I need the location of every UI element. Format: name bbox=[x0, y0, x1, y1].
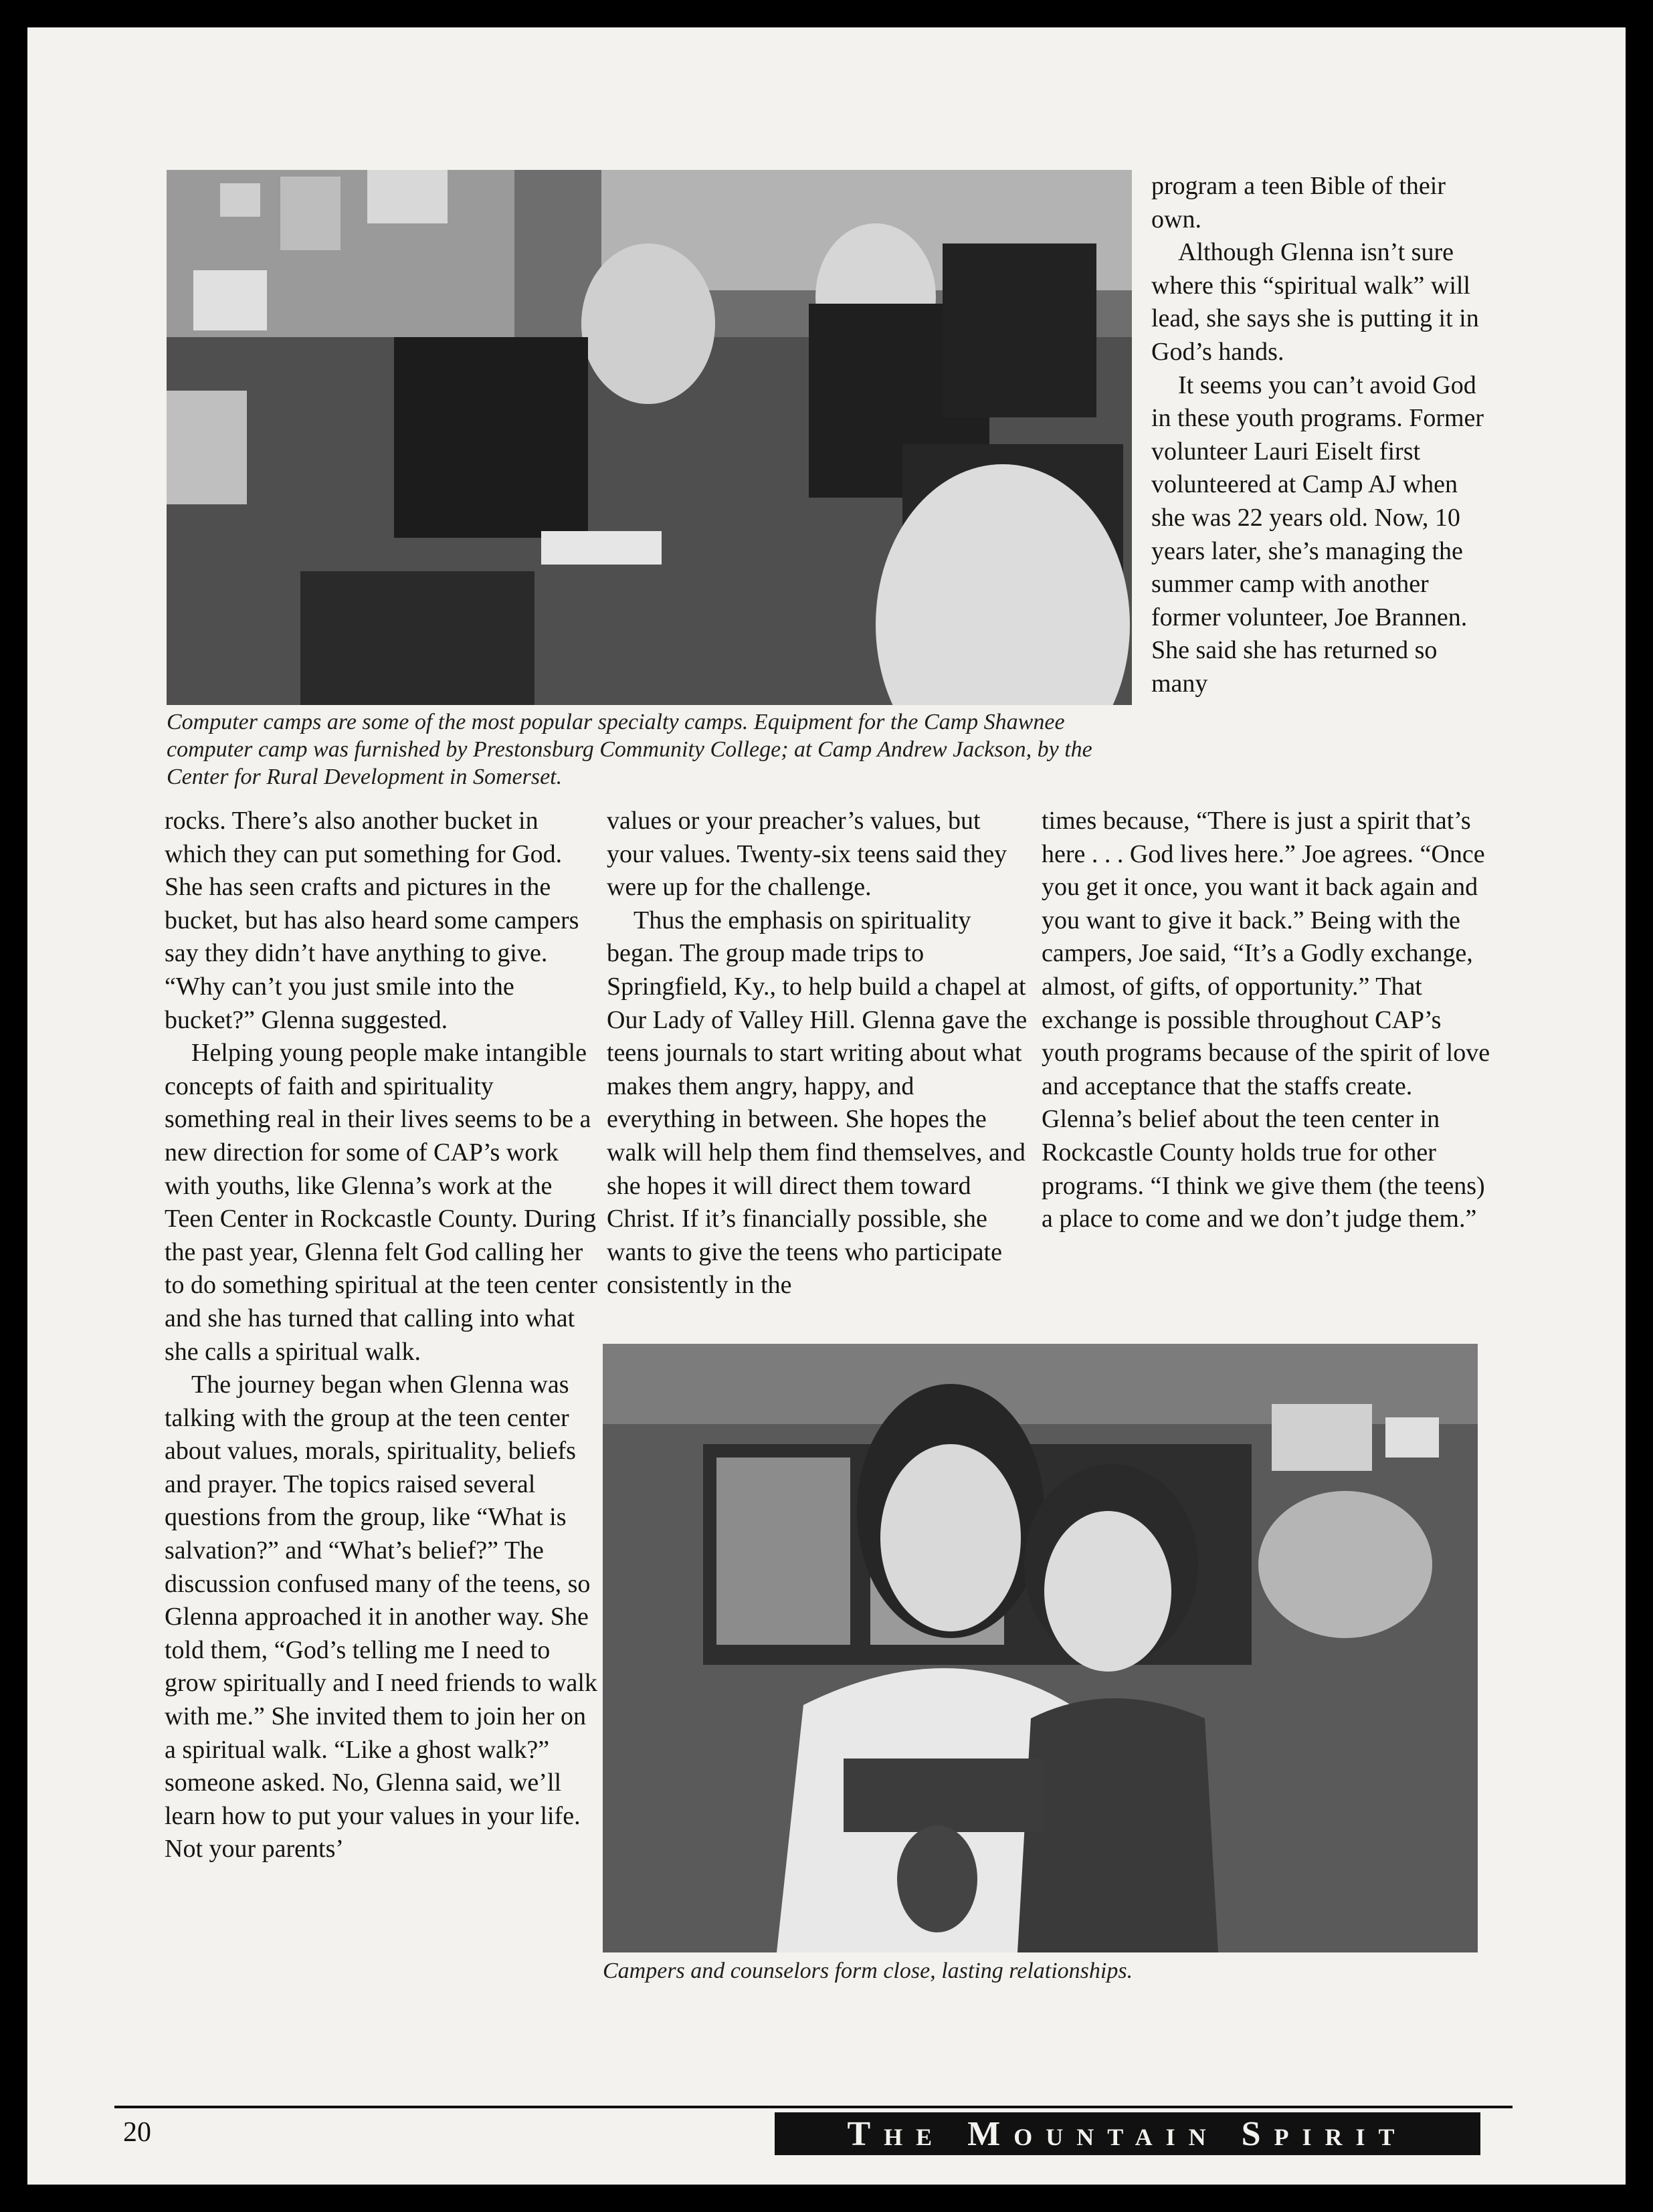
computer-camp-photo bbox=[167, 170, 1132, 705]
paragraph: The journey began when Glenna was talking with the group at the teen center about values, morals, spirituality, beliefs and prayer. The topics raised several questions from the group, like “What is salvation?” and “What’s belief?” The discussion confused many of the teens, so Glenna approached it in another way. She told them, “God’s telling me I need to grow spiritually and I need friends to walk with me.” She invited them to join her on a spiritual walk. “Like a ghost walk?” someone asked. No, Glenna said, we’ll learn how to put your values in your life. Not your parents’ bbox=[165, 1371, 597, 1864]
publication-masthead: The Mountain Spirit bbox=[775, 2112, 1480, 2155]
campers-caption: Campers and counselors form close, lasting relationships. bbox=[603, 1958, 1133, 1983]
campers-photo-graphic bbox=[603, 1344, 1478, 1952]
paragraph: Helping young people make intangible concepts of faith and spirituality something real in their lives seems to be a new direction for some of CAP’s work with youths, like Glenna’s work at the Teen Center in Rockcastle County. During the past year, Glenna felt God calling her to do something spiritual at the teen center and she has turned that calling into what she calls a spiritual walk. bbox=[165, 1039, 597, 1366]
footer-rule bbox=[114, 2106, 1513, 2108]
paragraph: values or your preacher’s values, but your values. Twenty-six teens said they were up for the challenge. bbox=[607, 807, 1007, 902]
article-column-right-bottom bbox=[1042, 805, 1496, 1236]
paragraph: Although Glenna isn’t sure where this “spiritual walk” will lead, she says she is putting it in God’s hands. bbox=[1151, 238, 1479, 366]
computer-camp-caption: Computer camps are some of the most popular specialty camps. Equipment for the Camp Shawnee computer camp was furnished by Prestonsburg Community College; at Camp Andrew Jackson, by the Center for Rural Development in Somerset. bbox=[167, 710, 1092, 789]
article-column-left bbox=[165, 805, 599, 1866]
campers-photo bbox=[603, 1344, 1478, 1952]
page-number: 20 bbox=[123, 2117, 151, 2148]
paragraph: times because, “There is just a spirit that’s here . . . God lives here.” Joe agrees. “Once you get it once, you want it back again and you want to give it back.” Being with the campers, Joe said, “It’s a Godly exchange, almost, of gifts, of opportunity.” That exchange is possible throughout CAP’s youth programs because of the spirit of love and acceptance that the staffs create. Glenna’s belief about the teen center in Rockcastle County holds true for other programs. “I think we give them (the teens) a place to come and we don’t judge them.” bbox=[1042, 807, 1490, 1233]
article-column-right-top bbox=[1151, 170, 1486, 701]
paragraph: It seems you can’t avoid God in these youth programs. Former volunteer Lauri Eiselt first volunteered at Camp AJ when she was 22 years old. Now, 10 years later, she’s managing the summer camp with another former volunteer, Joe Brannen. She said she has returned so many bbox=[1151, 371, 1484, 698]
paragraph: rocks. There’s also another bucket in which they can put something for God. She has seen crafts and pictures in the bucket, but has also heard some campers say they didn’t have anything to give. “Why can’t you just smile into the bucket?” Glenna suggested. bbox=[165, 807, 579, 1034]
paragraph: Thus the emphasis on spirituality began. The group made trips to Springfield, Ky., to help build a chapel at Our Lady of Valley Hill. Glenna gave the teens journals to start writing about what makes them angry, happy, and everything in between. She hopes the walk will help them find themselves, and she hopes it will direct them toward Christ. If it’s financially possible, she wants to give the teens who participate consistently in the bbox=[607, 906, 1028, 1300]
article-column-middle bbox=[607, 805, 1028, 1302]
paragraph: program a teen Bible of their own. bbox=[1151, 172, 1446, 233]
magazine-page bbox=[27, 27, 1626, 2185]
computer-camp-photo-graphic bbox=[167, 170, 1132, 705]
